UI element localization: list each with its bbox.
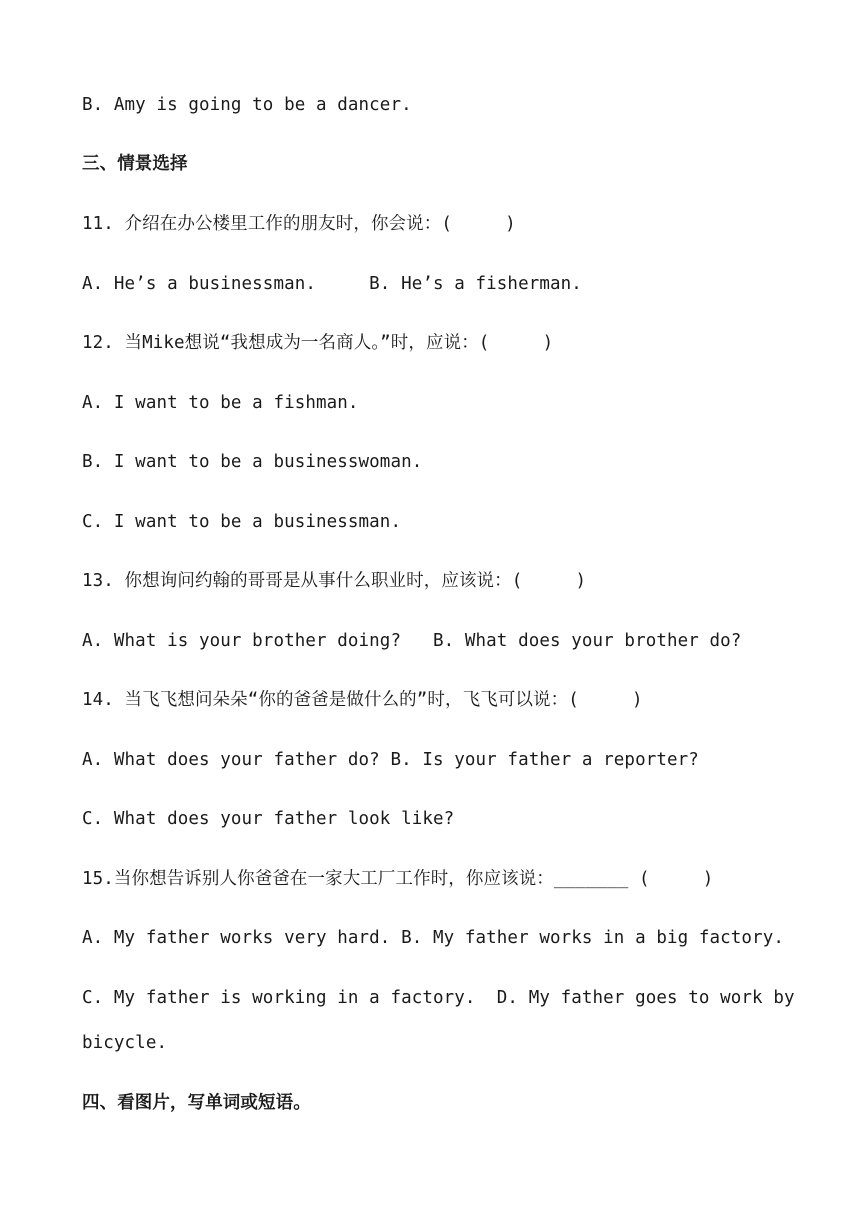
question-14-options-ab: A. What does your father do? B. Is your father a reporter? [82,750,699,770]
option-b-q10: B. Amy is going to be a dancer. [82,95,412,115]
question-14: 14. 当飞飞想问朵朵“你的爸爸是做什么的”时，飞飞可以说：( ) [82,690,643,710]
question-15: 15.当你想告诉别人你爸爸在一家大工厂工作时，你应该说：_______ ( ) [82,869,714,889]
question-11-options: A. He’s a businessman. B. He’s a fisherman. [82,274,582,294]
question-15-options-ab: A. My father works very hard. B. My father works in a big factory. [82,928,784,948]
question-15-options-cd-continued: bicycle. [82,1033,168,1053]
question-14-option-c: C. What does your father look like? [82,809,455,829]
section-4-heading: 四、看图片，写单词或短语。 [82,1093,311,1113]
question-12: 12. 当Mike想说“我想成为一名商人。”时，应说：( ) [82,333,554,353]
section-3-heading: 三、情景选择 [82,154,188,174]
question-13-options: A. What is your brother doing? B. What does your brother do? [82,631,742,651]
question-12-option-c: C. I want to be a businessman. [82,512,402,532]
question-15-options-cd: C. My father is working in a factory. D. My father goes to work by [82,988,795,1008]
question-13: 13. 你想询问约翰的哥哥是从事什么职业时，应该说：( ) [82,571,587,591]
question-12-option-b: B. I want to be a businesswoman. [82,452,423,472]
question-12-option-a: A. I want to be a fishman. [82,393,359,413]
question-11: 11. 介绍在办公楼里工作的朋友时，你会说：( ) [82,214,516,234]
